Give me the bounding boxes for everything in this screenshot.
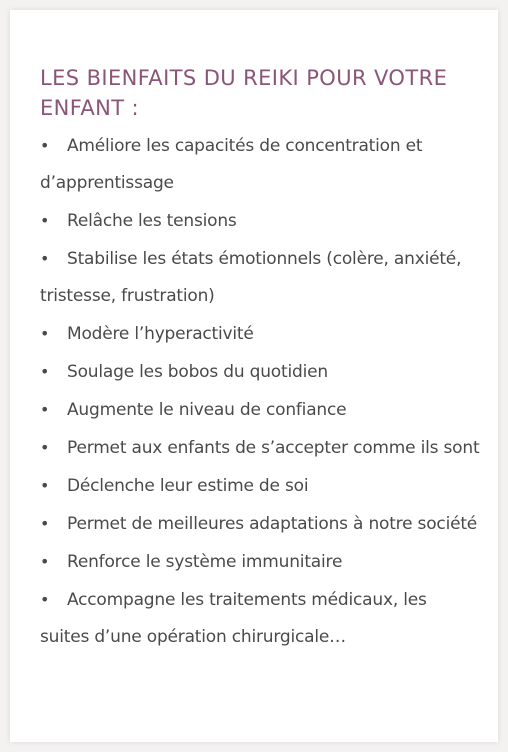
list-item xyxy=(40,505,480,543)
bullet-icon: • xyxy=(40,590,50,609)
bullet-icon: • xyxy=(40,552,50,571)
list-item-text: Stabilise les états émotionnels (colère, anxiété, tristesse, frustration) xyxy=(40,249,462,306)
benefits-list xyxy=(40,127,480,656)
bullet-icon: • xyxy=(40,324,50,343)
list-item xyxy=(40,581,480,656)
bullet-icon: • xyxy=(40,362,50,381)
list-item xyxy=(40,429,480,467)
list-item-text: Augmente le niveau de confiance xyxy=(67,400,347,420)
list-item xyxy=(40,543,480,581)
bullet-icon: • xyxy=(40,400,50,419)
section-heading: LES BIENFAITS DU REIKI POUR VOTRE ENFANT : xyxy=(40,66,448,120)
bullet-icon: • xyxy=(40,136,50,155)
list-item xyxy=(40,240,480,315)
list-item-text: Accompagne les traitements médicaux, les suites d’une opération chirurgicale… xyxy=(40,590,427,647)
bullet-icon: • xyxy=(40,476,50,495)
list-item-text: Déclenche leur estime de soi xyxy=(67,476,309,496)
list-item-text: Améliore les capacités de concentration et d’apprentissage xyxy=(40,136,423,193)
list-item xyxy=(40,127,480,202)
list-item xyxy=(40,391,480,429)
list-item-text: Modère l’hyperactivité xyxy=(67,324,254,344)
bullet-icon: • xyxy=(40,211,50,230)
list-item-text: Renforce le système immunitaire xyxy=(67,552,343,572)
list-item xyxy=(40,315,480,353)
bullet-icon: • xyxy=(40,249,50,268)
bullet-icon: • xyxy=(40,514,50,533)
list-item-text: Permet de meilleures adaptations à notre société xyxy=(67,514,478,534)
bullet-icon: • xyxy=(40,438,50,457)
list-item xyxy=(40,467,480,505)
list-item-text: Permet aux enfants de s’accepter comme ils sont xyxy=(67,438,480,458)
list-item-text: Soulage les bobos du quotidien xyxy=(67,362,328,382)
list-item xyxy=(40,202,480,240)
list-item xyxy=(40,353,480,391)
list-item-text: Relâche les tensions xyxy=(67,211,237,231)
